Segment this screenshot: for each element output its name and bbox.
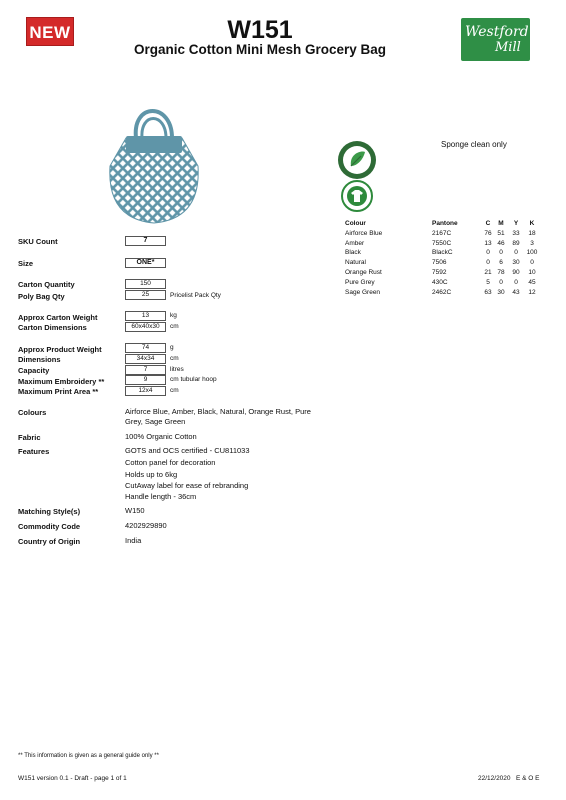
- cmyk-c: 0: [486, 259, 490, 267]
- commodity-code-label: Commodity Code: [18, 522, 81, 531]
- carton-quantity-value: 150: [125, 279, 166, 289]
- product-code: W151: [227, 16, 293, 44]
- carton-quantity-label: Carton Quantity: [18, 280, 75, 289]
- matching-styles-label: Matching Style(s): [18, 507, 81, 516]
- colour-name: Sage Green: [345, 288, 381, 296]
- pantone-code: 7592: [432, 268, 447, 276]
- cmyk-m: 0: [499, 278, 503, 286]
- cmyk-m: 78: [497, 268, 505, 276]
- brand-logo-line2: Mill: [495, 40, 521, 55]
- cmyk-m: 6: [499, 259, 503, 267]
- feature-item: Cotton panel for decoration: [125, 458, 216, 467]
- header-c: C: [485, 220, 491, 227]
- cmyk-c: 0: [486, 249, 490, 257]
- country-of-origin-label: Country of Origin: [18, 537, 81, 546]
- colour-name: Black: [345, 249, 361, 257]
- carton-weight-unit: kg: [170, 312, 177, 319]
- pantone-code: 430C: [432, 278, 448, 286]
- size-label: Size: [18, 259, 34, 268]
- cmyk-y: 89: [512, 239, 520, 247]
- country-of-origin-value: India: [125, 536, 142, 545]
- guide-footnote: ** This information is given as a general guide only **: [18, 753, 159, 759]
- fabric-value: 100% Organic Cotton: [125, 432, 197, 441]
- fabric-label: Fabric: [18, 433, 41, 442]
- footer-date: 22/12/2020: [478, 775, 511, 782]
- cmyk-y: 43: [512, 288, 520, 296]
- ocs-certification-logo: [337, 140, 377, 180]
- cmyk-y: 0: [514, 278, 518, 286]
- poly-bag-qty-label: Poly Bag Qty: [18, 292, 65, 301]
- cmyk-k: 10: [528, 268, 536, 276]
- carton-weight-value: 13: [125, 311, 166, 321]
- cmyk-m: 30: [497, 288, 505, 296]
- cmyk-y: 90: [512, 268, 520, 276]
- header-k: K: [529, 220, 535, 227]
- colour-name: Pure Grey: [345, 278, 375, 286]
- dimensions-value: 34x34: [125, 354, 166, 364]
- header-pantone: Pantone: [432, 220, 458, 227]
- product-title: Organic Cotton Mini Mesh Grocery Bag: [133, 42, 387, 57]
- product-weight-value: 74: [125, 343, 166, 353]
- cmyk-k: 3: [530, 239, 534, 247]
- footer-initials: E & O E: [515, 775, 540, 782]
- features-label: Features: [18, 447, 50, 456]
- cmyk-k: 18: [528, 229, 536, 237]
- cmyk-c: 5: [486, 278, 490, 286]
- max-print-area-label: Maximum Print Area **: [18, 387, 99, 396]
- cmyk-m: 0: [499, 249, 503, 257]
- commodity-code-value: 4202929890: [125, 521, 167, 530]
- new-badge: NEW: [26, 17, 74, 46]
- sku-count-value: 7: [125, 236, 166, 246]
- brand-logo-line1: Westford: [465, 24, 529, 40]
- cmyk-c: 13: [484, 239, 492, 247]
- poly-bag-qty-value: 25: [125, 290, 166, 300]
- cmyk-c: 63: [484, 288, 492, 296]
- version-info: W151 version 0.1 - Draft - page 1 of 1: [18, 775, 127, 782]
- pantone-code: 2462C: [432, 288, 452, 296]
- brand-logo: [461, 18, 530, 61]
- feature-item: Handle length - 36cm: [125, 492, 197, 501]
- colour-name: Orange Rust: [345, 268, 382, 276]
- colour-name: Airforce Blue: [345, 229, 383, 237]
- feature-item: GOTS and OCS certified - CU811033: [125, 446, 250, 455]
- colour-name: Amber: [345, 239, 365, 247]
- cmyk-c: 76: [484, 229, 492, 237]
- carton-weight-label: Approx Carton Weight: [18, 313, 98, 322]
- sku-count-label: SKU Count: [18, 237, 58, 246]
- capacity-value: 7: [125, 365, 166, 375]
- gots-certification-logo: [341, 180, 373, 212]
- max-embroidery-unit: cm tubular hoop: [170, 376, 217, 383]
- cmyk-k: 0: [530, 259, 534, 267]
- size-value: ONE*: [125, 258, 166, 268]
- max-embroidery-label: Maximum Embroidery **: [18, 377, 105, 386]
- product-weight-label: Approx Product Weight: [18, 345, 102, 354]
- max-print-area-value: 12x4: [125, 386, 166, 396]
- dimensions-label: Dimensions: [18, 355, 61, 364]
- colour-name: Natural: [345, 259, 366, 267]
- pantone-code: 7506: [432, 259, 447, 267]
- carton-dimensions-unit: cm: [170, 323, 179, 330]
- header-m: M: [498, 220, 504, 227]
- matching-styles-value: W150: [125, 506, 145, 515]
- pantone-code: 2167C: [432, 229, 452, 237]
- cmyk-k: 12: [528, 288, 536, 296]
- care-instruction: Sponge clean only: [441, 140, 507, 149]
- carton-dimensions-value: 60x40x30: [125, 322, 166, 332]
- colours-value: Airforce Blue, Amber, Black, Natural, Orange Rust, Pure Grey, Sage Green: [125, 407, 311, 426]
- cmyk-k: 45: [528, 278, 536, 286]
- max-embroidery-value: 9: [125, 375, 166, 385]
- capacity-unit: litres: [170, 366, 184, 373]
- cmyk-y: 33: [512, 229, 520, 237]
- cmyk-m: 46: [497, 239, 505, 247]
- poly-bag-qty-unit: Pricelist Pack Qty: [170, 292, 221, 299]
- footer-date-initials: [478, 775, 539, 782]
- dimensions-unit: cm: [170, 355, 179, 362]
- cmyk-k: 100: [526, 249, 538, 257]
- pantone-code: 7550C: [432, 239, 452, 247]
- feature-item: Holds up to 6kg: [125, 470, 178, 479]
- max-print-area-unit: cm: [170, 387, 179, 394]
- cmyk-m: 51: [497, 229, 505, 237]
- pantone-code: BlackC: [432, 249, 453, 257]
- cmyk-y: 30: [512, 259, 520, 267]
- header-colour: Colour: [345, 220, 366, 227]
- product-weight-unit: g: [170, 344, 174, 351]
- capacity-label: Capacity: [18, 366, 50, 375]
- colours-label: Colours: [18, 408, 47, 417]
- cmyk-y: 0: [514, 249, 518, 257]
- cmyk-c: 21: [484, 268, 492, 276]
- product-image: [108, 94, 200, 226]
- carton-dimensions-label: Carton Dimensions: [18, 323, 87, 332]
- feature-item: CutAway label for ease of rebranding: [125, 481, 249, 490]
- header-y: Y: [513, 220, 519, 227]
